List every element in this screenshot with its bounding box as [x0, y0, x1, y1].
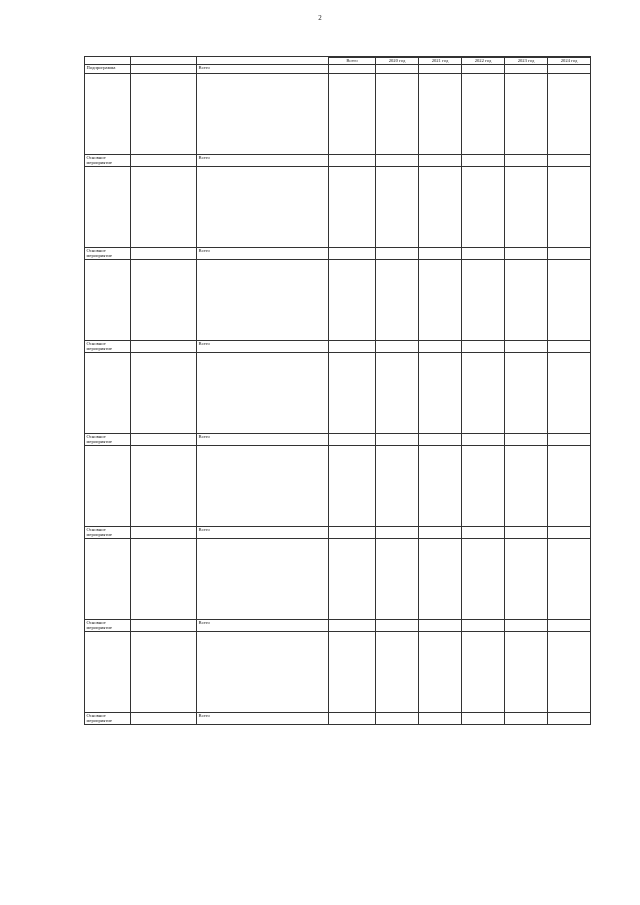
row-year-value: [505, 712, 548, 724]
row-source: Всего: [197, 619, 329, 631]
row-year-value: [505, 340, 548, 352]
row-year-value: [505, 619, 548, 631]
row-year-value: [419, 340, 462, 352]
table-row-continuation: [85, 538, 591, 619]
row-total: [329, 433, 376, 445]
row-name: [131, 712, 197, 724]
row-status: Основное мероприятие: [85, 526, 131, 538]
column-header-name: [131, 57, 197, 65]
row-year-value: [376, 619, 419, 631]
row-year-value: [376, 247, 419, 259]
row-year-value: [462, 247, 505, 259]
table-row-continuation: [85, 73, 591, 154]
row-year-value: [505, 64, 548, 73]
row-total: [329, 712, 376, 724]
page-number: 2: [318, 14, 322, 22]
row-source: Всего: [197, 433, 329, 445]
table-row: [85, 154, 591, 166]
column-header-year: 2023 год: [505, 58, 548, 65]
table-row-continuation: [85, 352, 591, 433]
row-year-value: [462, 154, 505, 166]
row-year-value: [505, 526, 548, 538]
row-year-value: [419, 64, 462, 73]
table-row: [85, 433, 591, 445]
row-status: Основное мероприятие: [85, 247, 131, 259]
row-total: [329, 154, 376, 166]
row-name: [131, 433, 197, 445]
row-year-value: [419, 526, 462, 538]
row-name: [131, 340, 197, 352]
table-row: [85, 64, 591, 73]
row-source: Всего: [197, 247, 329, 259]
row-name: [131, 154, 197, 166]
row-status: Основное мероприятие: [85, 619, 131, 631]
table-row: [85, 712, 591, 724]
row-year-value: [548, 154, 591, 166]
row-year-value: [548, 712, 591, 724]
column-header-year: 2022 год: [462, 58, 505, 65]
row-year-value: [505, 154, 548, 166]
row-year-value: [376, 526, 419, 538]
row-year-value: [548, 619, 591, 631]
row-year-value: [462, 64, 505, 73]
row-year-value: [462, 340, 505, 352]
row-year-value: [462, 619, 505, 631]
table-row-continuation: [85, 445, 591, 526]
column-header-source: [197, 57, 329, 65]
row-status: Основное мероприятие: [85, 340, 131, 352]
row-year-value: [419, 712, 462, 724]
row-year-value: [548, 433, 591, 445]
row-year-value: [419, 619, 462, 631]
column-header-year: 2020 год: [376, 58, 419, 65]
table-row-continuation: [85, 259, 591, 340]
table-row: [85, 340, 591, 352]
row-year-value: [419, 154, 462, 166]
row-source: Всего: [197, 712, 329, 724]
row-year-value: [462, 526, 505, 538]
column-header-total: Всего: [329, 58, 376, 65]
row-year-value: [419, 247, 462, 259]
row-status: Подпрограмма: [85, 64, 131, 73]
row-year-value: [376, 154, 419, 166]
column-header-year: 2024 год: [548, 58, 591, 65]
row-year-value: [548, 340, 591, 352]
row-total: [329, 526, 376, 538]
row-status: Основное мероприятие: [85, 433, 131, 445]
row-name: [131, 247, 197, 259]
row-source: Всего: [197, 340, 329, 352]
row-year-value: [376, 64, 419, 73]
row-source: Всего: [197, 64, 329, 73]
row-status: Основное мероприятие: [85, 712, 131, 724]
column-header-status: [85, 57, 131, 65]
table-row: [85, 619, 591, 631]
row-year-value: [376, 712, 419, 724]
row-total: [329, 619, 376, 631]
table-row-continuation: [85, 166, 591, 247]
row-name: [131, 64, 197, 73]
table-row-continuation: [85, 631, 591, 712]
row-year-value: [505, 247, 548, 259]
row-year-value: [376, 433, 419, 445]
row-source: Всего: [197, 154, 329, 166]
table-row: [85, 526, 591, 538]
row-year-value: [419, 433, 462, 445]
row-year-value: [376, 340, 419, 352]
row-name: [131, 619, 197, 631]
row-name: [131, 526, 197, 538]
row-total: [329, 64, 376, 73]
row-status: Основное мероприятие: [85, 154, 131, 166]
row-source: Всего: [197, 526, 329, 538]
row-year-value: [548, 247, 591, 259]
table-row: [85, 247, 591, 259]
row-total: [329, 340, 376, 352]
column-header-year: 2021 год: [419, 58, 462, 65]
row-year-value: [548, 526, 591, 538]
row-total: [329, 247, 376, 259]
row-year-value: [462, 712, 505, 724]
row-year-value: [505, 433, 548, 445]
funding-table: [84, 56, 591, 725]
row-year-value: [548, 64, 591, 73]
row-year-value: [462, 433, 505, 445]
